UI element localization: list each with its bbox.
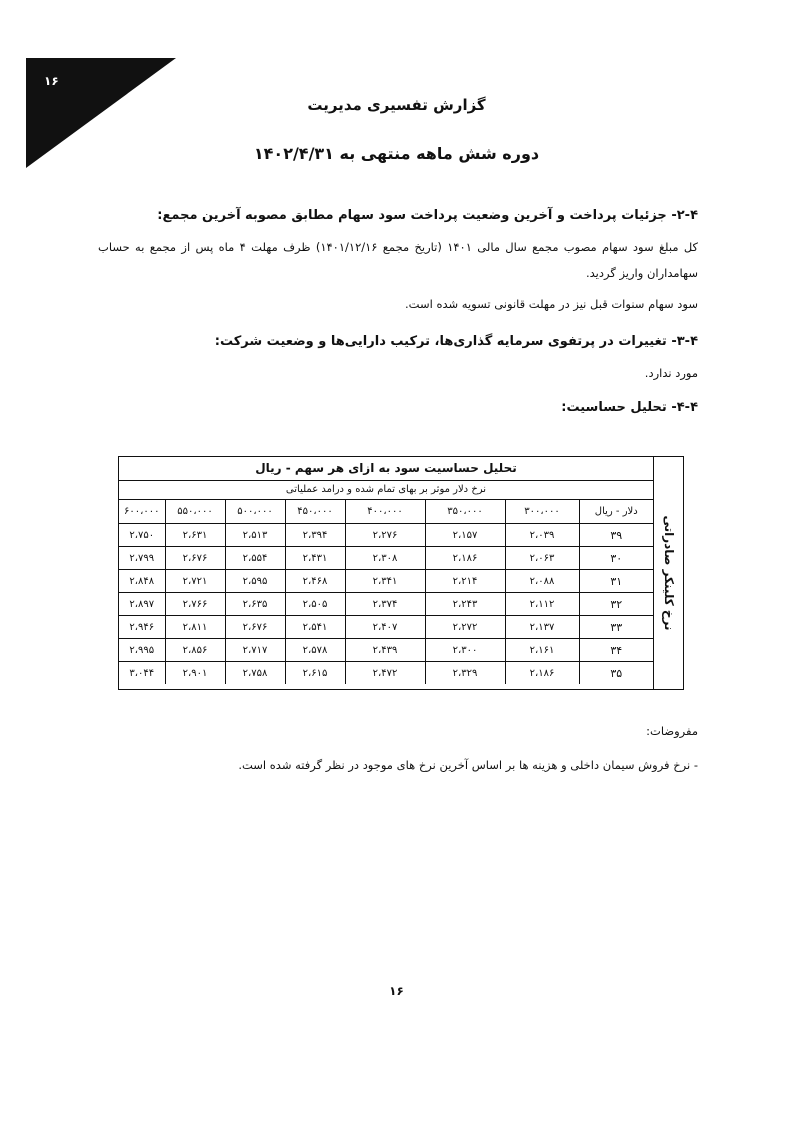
table-row: [119, 524, 653, 547]
table-cell: ۲،۳۷۴: [345, 593, 425, 616]
table-cell: ۲،۸۱۱: [165, 616, 225, 639]
table-cell: ۲،۲۷۲: [425, 616, 505, 639]
table-cell: ۲،۲۷۶: [345, 524, 425, 547]
section-2-paragraph: کل مبلغ سود سهام مصوب مجمع سال مالی ۱۴۰۱ (تاریخ مجمع ۱۴۰۱/۱۲/۱۶) ظرف مهلت ۴ ماه پس از مجمع به حساب سهامداران واریز گردید.: [98, 240, 699, 280]
table-cell: ۲،۶۷۶: [225, 616, 285, 639]
corner-header: دلار - ریال: [579, 500, 653, 524]
corner-page-number: ۱۶: [44, 74, 59, 88]
table-cell: ۲،۳۴۱: [345, 570, 425, 593]
section-3-heading: ۳-۴- تغییرات در پرتفوی سرمایه گذاری‌ها، ترکیب دارایی‌ها و وضعیت شرکت:: [214, 334, 698, 349]
assumptions-heading: مفروضات:: [646, 724, 698, 738]
table-cell: ۲،۳۲۹: [425, 662, 505, 685]
table-cell: ۲،۸۴۸: [119, 570, 165, 593]
section-3-text: مورد ندارد.: [644, 366, 698, 380]
table-cell: ۲،۲۴۳: [425, 593, 505, 616]
column-header: ۵۰۰،۰۰۰: [225, 500, 285, 524]
page-number: ۱۶: [389, 984, 404, 998]
table-cell: ۲،۴۶۸: [285, 570, 345, 593]
table-cell: ۲،۰۶۳: [505, 547, 579, 570]
table-row: [119, 639, 653, 662]
assumption-item: - نرخ فروش سیمان داخلی و هزینه ها بر اساس آخرین نرخ های موجود در نظر گرفته شده است.: [238, 758, 698, 772]
table-row: [119, 616, 653, 639]
column-header: ۴۵۰،۰۰۰: [285, 500, 345, 524]
table-subtitle: نرخ دلار موثر بر بهای تمام شده و درامد عملیاتی: [119, 480, 653, 500]
table-cell: ۲،۹۰۱: [165, 662, 225, 685]
table-cell: ۲،۵۱۳: [225, 524, 285, 547]
row-label: ۳۲: [579, 593, 653, 616]
table-cell: ۲،۷۶۶: [165, 593, 225, 616]
column-header: ۶۰۰،۰۰۰: [119, 500, 165, 524]
table-cell: ۲،۰۳۹: [505, 524, 579, 547]
table-cell: ۲،۴۷۲: [345, 662, 425, 685]
table-cell: ۲،۵۰۵: [285, 593, 345, 616]
row-label: ۳۴: [579, 639, 653, 662]
table-cell: ۲،۹۴۶: [119, 616, 165, 639]
table-row: [119, 547, 653, 570]
table-row: [119, 593, 653, 616]
section-4-heading: ۴-۴- تحلیل حساسیت:: [561, 400, 698, 415]
sensitivity-grid: [119, 499, 653, 684]
report-period: دوره شش ماهه منتهی به ۱۴۰۲/۴/۳۱: [253, 144, 540, 163]
table-cell: ۲،۰۸۸: [505, 570, 579, 593]
table-header-row: [119, 500, 653, 524]
column-header: ۳۵۰،۰۰۰: [425, 500, 505, 524]
table-row: [119, 662, 653, 685]
column-header: ۳۰۰،۰۰۰: [505, 500, 579, 524]
table-cell: ۲،۴۳۹: [345, 639, 425, 662]
section-2-note: سود سهام سنوات قبل نیز در مهلت قانونی تسویه شده است.: [405, 297, 698, 311]
side-label: نرخ کلینکر صادراتی: [661, 515, 676, 631]
table-cell: ۲،۷۵۸: [225, 662, 285, 685]
table-cell: ۲،۷۲۱: [165, 570, 225, 593]
table-cell: ۲،۱۶۱: [505, 639, 579, 662]
row-label: ۳۹: [579, 524, 653, 547]
table-cell: ۲،۳۹۴: [285, 524, 345, 547]
table-cell: ۲،۴۰۷: [345, 616, 425, 639]
table-cell: ۲،۱۸۶: [425, 547, 505, 570]
table-side-header: [653, 457, 683, 689]
column-header: ۴۰۰،۰۰۰: [345, 500, 425, 524]
table-cell: ۲،۶۷۶: [165, 547, 225, 570]
table-cell: ۲،۱۵۷: [425, 524, 505, 547]
table-cell: ۲،۷۱۷: [225, 639, 285, 662]
table-cell: ۲،۳۰۰: [425, 639, 505, 662]
table-cell: ۲،۶۳۱: [165, 524, 225, 547]
column-header: ۵۵۰،۰۰۰: [165, 500, 225, 524]
table-cell: ۲،۸۵۶: [165, 639, 225, 662]
row-label: ۳۵: [579, 662, 653, 685]
table-cell: ۲،۶۳۵: [225, 593, 285, 616]
row-label: ۳۳: [579, 616, 653, 639]
table-title: تحلیل حساسیت سود به ازای هر سهم - ریال: [119, 457, 653, 481]
table-cell: ۲،۱۳۷: [505, 616, 579, 639]
table-cell: ۲،۱۸۶: [505, 662, 579, 685]
table-cell: ۲،۲۱۴: [425, 570, 505, 593]
table-cell: ۲،۷۹۹: [119, 547, 165, 570]
row-label: ۳۱: [579, 570, 653, 593]
report-title: گزارش تفسیری مدیریت: [307, 96, 486, 114]
table-cell: ۲،۶۱۵: [285, 662, 345, 685]
table-cell: ۲،۵۵۴: [225, 547, 285, 570]
table-cell: ۲،۳۰۸: [345, 547, 425, 570]
table-cell: ۲،۸۹۷: [119, 593, 165, 616]
table-cell: ۲،۵۴۱: [285, 616, 345, 639]
table-cell: ۲،۵۹۵: [225, 570, 285, 593]
table-cell: ۲،۹۹۵: [119, 639, 165, 662]
row-label: ۳۰: [579, 547, 653, 570]
table-cell: ۲،۵۷۸: [285, 639, 345, 662]
sensitivity-table: [118, 456, 684, 690]
section-2-heading: ۲-۴- جزئیات پرداخت و آخرین وضعیت پرداخت سود سهام مطابق مصوبه آخرین مجمع:: [157, 208, 698, 223]
table-cell: ۳،۰۴۴: [119, 662, 165, 685]
table-cell: ۲،۷۵۰: [119, 524, 165, 547]
table-row: [119, 570, 653, 593]
table-cell: ۲،۱۱۲: [505, 593, 579, 616]
table-cell: ۲،۴۳۱: [285, 547, 345, 570]
